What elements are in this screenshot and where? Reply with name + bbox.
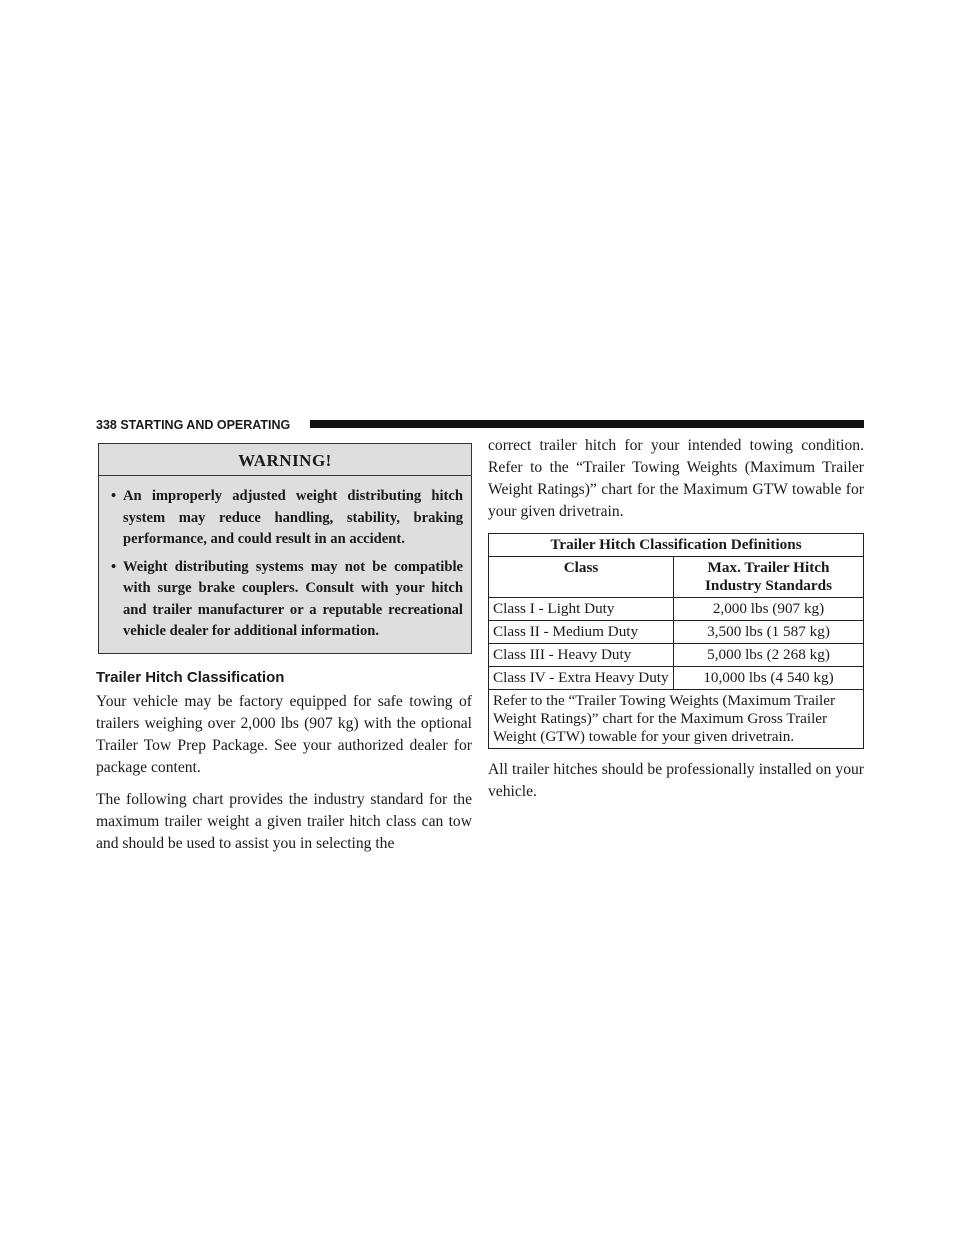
section-heading: Trailer Hitch Classification — [96, 668, 285, 686]
table-cell-max: 10,000 lbs (4 540 kg) — [674, 667, 864, 690]
table-cell-class: Class III - Heavy Duty — [489, 644, 674, 667]
table-row — [489, 621, 864, 644]
hitch-classification-table — [488, 533, 864, 749]
table-cell-max: 2,000 lbs (907 kg) — [674, 598, 864, 621]
page-number-section-label: 338 STARTING AND OPERATING — [96, 417, 298, 433]
table-header-class: Class — [489, 557, 674, 598]
page-header — [96, 417, 864, 433]
warning-item-text: An improperly adjusted weight distributing hitch system may reduce handling, stability, braking performance, and could result in an accident. — [123, 488, 463, 547]
table-row — [489, 598, 864, 621]
left-column — [96, 443, 472, 865]
table-header-max: Max. Trailer Hitch Industry Standards — [674, 557, 864, 598]
warning-item — [111, 557, 463, 643]
warning-title: WARNING! — [99, 444, 471, 476]
table-cell-max: 3,500 lbs (1 587 kg) — [674, 621, 864, 644]
bullet-icon: • — [111, 488, 117, 504]
table-cell-max: 5,000 lbs (2 268 kg) — [674, 644, 864, 667]
paragraph-factory-equipped: Your vehicle may be factory equipped for safe towing of trailers weighing over 2,000 lbs (907 kg) with the optional Trailer Tow Prep Package. See your authorized dealer for package content. — [96, 692, 472, 776]
warning-box — [98, 443, 472, 654]
warning-item-text: Weight distributing systems may not be compatible with surge brake couplers. Consult with your hitch and trailer manufacturer or a reputable recreational vehicle dealer for additional information. — [123, 558, 463, 639]
table-title: Trailer Hitch Classification Definitions — [489, 534, 864, 557]
table-row — [489, 644, 864, 667]
bullet-icon: • — [111, 558, 117, 575]
header-rule — [310, 420, 864, 428]
paragraph-chart-intro-continued: correct trailer hitch for your intended towing condition. Refer to the “Trailer Towing Weights (Maximum Trailer Weight Ratings)” chart for the Maximum GTW towable for your given drivetrain. — [488, 437, 864, 520]
table-footnote: Refer to the “Trailer Towing Weights (Maximum Trailer Weight Ratings)” chart for the Maximum Gross Trailer Weight (GTW) towable for your given drivetrain. — [489, 690, 864, 749]
right-column — [488, 437, 864, 813]
table-cell-class: Class II - Medium Duty — [489, 621, 674, 644]
table-cell-class: Class I - Light Duty — [489, 598, 674, 621]
warning-list — [99, 476, 471, 653]
paragraph-installation: All trailer hitches should be professionally installed on your vehicle. — [488, 761, 864, 800]
paragraph-chart-intro: The following chart provides the industry standard for the maximum trailer weight a given trailer hitch class can tow and should be used to assist you in selecting the — [96, 790, 472, 852]
table-row — [489, 667, 864, 690]
warning-item — [111, 486, 463, 551]
table-cell-class: Class IV - Extra Heavy Duty — [489, 667, 674, 690]
